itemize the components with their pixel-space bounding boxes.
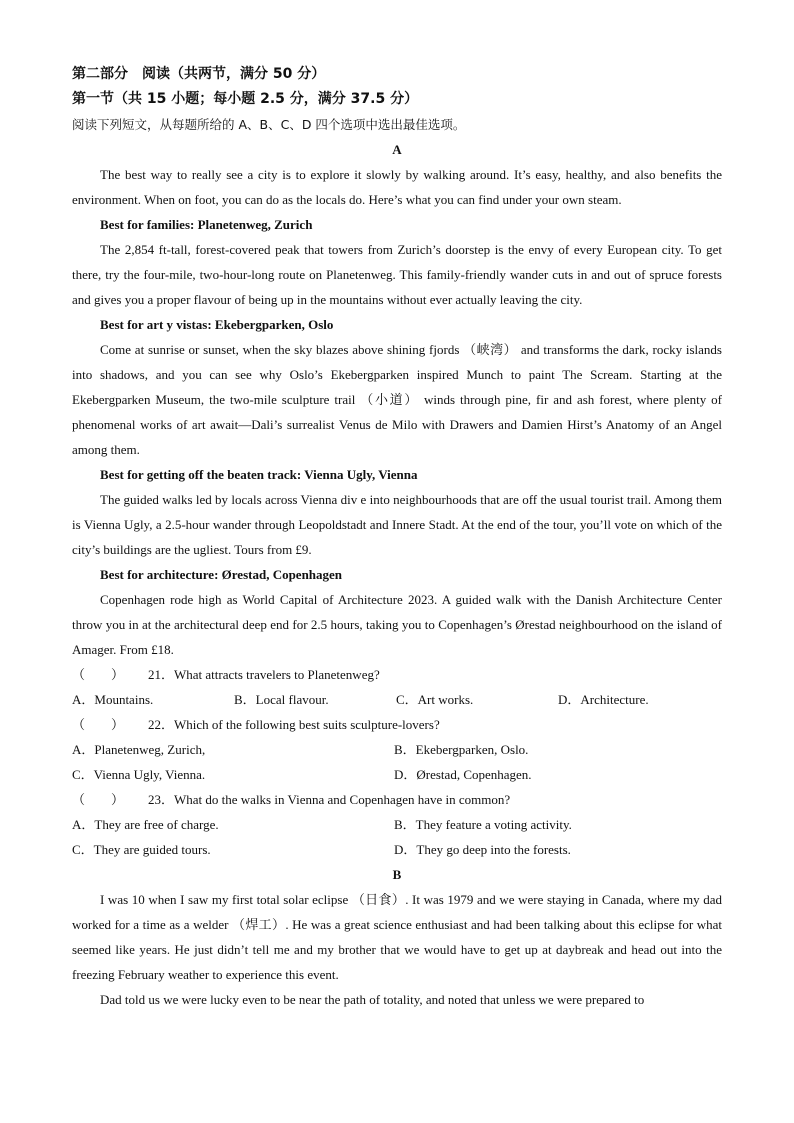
option-d[interactable]: D．They go deep into the forests. [394, 842, 571, 857]
question-22 [72, 712, 722, 737]
section-title-vienna: Best for getting off the beaten track: Vienna Ugly, Vienna [100, 467, 418, 482]
section-title-oslo: Best for art y vistas: Ekebergparken, Oslo [100, 317, 334, 332]
section-title-copenhagen: Best for architecture: Ørestad, Copenhagen [100, 567, 343, 582]
question-22-options-row2 [72, 762, 722, 787]
option-b[interactable]: B．Local flavour. [234, 692, 329, 707]
option-a[interactable]: A．Planetenweg, Zurich, [72, 742, 206, 757]
option-c[interactable]: C．Art works. [396, 692, 474, 707]
answer-bracket[interactable]: （ ） [72, 792, 125, 807]
section-text-copenhagen: Copenhagen rode high as World Capital of Architecture 2023. A guided walk with the Danish Architecture Center throw you in at the architectural deep end for 2.5 hours, taking you to Copenhagen’s Ørestad neighbourhood on the island of Amager. From £18. [72, 592, 722, 657]
section-title-zurich: Best for families: Planetenweg, Zurich [100, 217, 313, 232]
passage-a-label: A [392, 142, 402, 157]
answer-bracket[interactable]: （ ） [72, 717, 125, 732]
option-d[interactable]: D．Ørestad, Copenhagen. [394, 767, 532, 782]
section-text-zurich: The 2,854 ft-tall, forest-covered peak that towers from Zurich’s doorstep is the envy of every European city. To get there, try the four-mile, two-hour-long route on Planetenweg. This family-friendly wander cuts in and out of spruce forests and gives you a proper flavour of being up in the mountains without ever actually leaving the city. [72, 242, 722, 307]
question-23-options-row2 [72, 837, 722, 862]
option-c[interactable]: C．They are guided tours. [72, 842, 211, 857]
exam-page [72, 62, 722, 1012]
section-heading: 第一节（共 15 小题；每小题 2.5 分，满分 37.5 分） [72, 91, 419, 107]
part-heading: 第二部分 阅读（共两节，满分 50 分） [72, 66, 326, 82]
option-b[interactable]: B．Ekebergparken, Oslo. [394, 742, 529, 757]
option-a[interactable]: A．They are free of charge. [72, 817, 219, 832]
question-22-options-row1 [72, 737, 722, 762]
question-21-options [72, 687, 722, 712]
section-text-vienna: The guided walks led by locals across Vienna div e into neighbourhoods that are off the usual tourist trail. Among them is Vienna Ugly, a 2.5-hour wander through Leopoldstadt and Innere Stadt. At the end of the tour, you’ll vote on which of the city’s buildings are the ugliest. Tours from £9. [72, 492, 722, 557]
passage-a-intro: The best way to really see a city is to explore it slowly by walking around. It’s easy, healthy, and also benefits the environment. When on foot, you can do as the locals do. Here’s what you can find under your own steam. [72, 167, 722, 207]
option-d[interactable]: D．Architecture. [558, 692, 649, 707]
passage-b-paragraph-2: Dad told us we were lucky even to be near the path of totality, and noted that unless we were prepared to [100, 992, 645, 1007]
passage-b-label: B [392, 867, 402, 882]
question-stem: 22．Which of the following best suits sculpture-lovers? [148, 717, 440, 732]
instruction-text: 阅读下列短文，从每题所给的 A、B、C、D 四个选项中选出最佳选项。 [72, 117, 466, 132]
question-21 [72, 662, 722, 687]
question-stem: 23．What do the walks in Vienna and Copenhagen have in common? [148, 792, 511, 807]
option-a[interactable]: A．Mountains. [72, 692, 154, 707]
option-b[interactable]: B．They feature a voting activity. [394, 817, 572, 832]
question-23 [72, 787, 722, 812]
answer-bracket[interactable]: （ ） [72, 667, 125, 682]
question-23-options-row1 [72, 812, 722, 837]
question-stem: 21．What attracts travelers to Planetenweg? [148, 667, 380, 682]
section-text-oslo: Come at sunrise or sunset, when the sky blazes above shining fjords （峡湾） and transforms the dark, rocky islands into shadows, and you can see why Oslo’s Ekebergparken inspired Munch to paint The Scream. Starting at the Ekebergparken Museum, the two-mile sculpture trail （小道） winds through pine, fir and ash forest, where plenty of phenomenal works of art await—Dali’s surrealist Venus de Milo with Drawers and Damien Hirst’s Anatomy of an Angel among them. [72, 342, 722, 457]
option-c[interactable]: C．Vienna Ugly, Vienna. [72, 767, 206, 782]
passage-b-paragraph-1: I was 10 when I saw my first total solar eclipse （日食）. It was 1979 and we were staying in Canada, where my dad worked for a time as a welder （焊工）. He was a great science enthusiast and had been talking about this eclipse for what seemed like years. He just didn’t tell me and my brother that we would have to get up at daybreak and head out into the freezing February weather to experience this event. [72, 892, 722, 982]
